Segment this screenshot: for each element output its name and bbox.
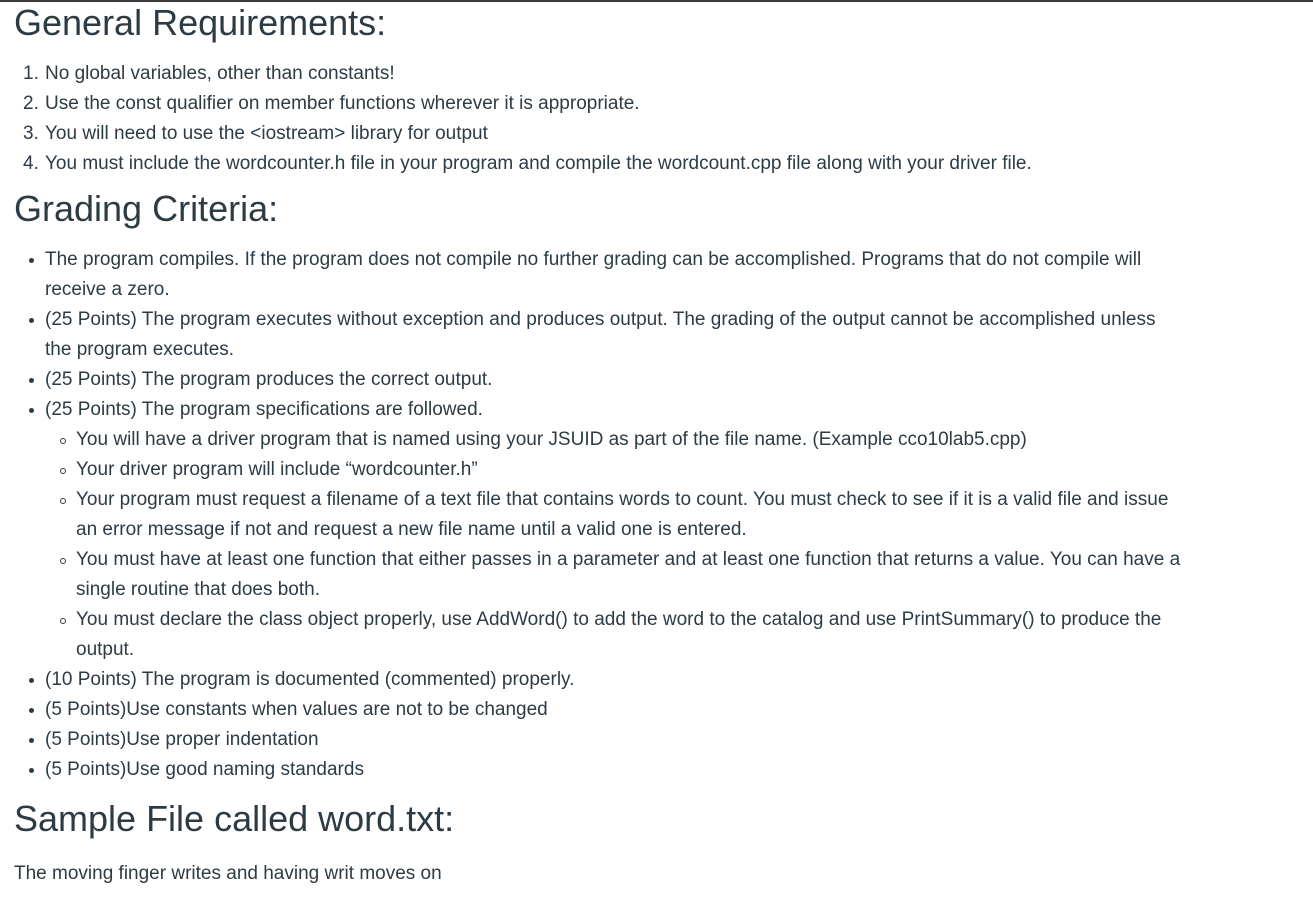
circle-bullet-icon xyxy=(60,558,66,564)
list-item xyxy=(14,665,1175,695)
circle-bullet-icon xyxy=(60,468,66,474)
sub-list-item xyxy=(45,455,1186,485)
list-item xyxy=(14,119,1304,149)
bullet-icon xyxy=(29,768,34,773)
list-item xyxy=(14,59,1304,89)
list-number: 4. xyxy=(23,153,39,174)
list-item xyxy=(14,725,1175,755)
circle-bullet-icon xyxy=(60,438,66,444)
list-item xyxy=(14,89,1304,119)
sub-list-item xyxy=(45,485,1186,545)
list-item-text: You must include the wordcounter.h file in your program and compile the wordcount.cpp file along with your driver file. xyxy=(45,153,1032,174)
list-number: 2. xyxy=(23,93,39,114)
list-item-text: No global variables, other than constants! xyxy=(45,63,395,84)
list-item-text: (25 Points) The program executes without exception and produces output. The grading of the output cannot be accomplished unless the program executes. xyxy=(45,309,1156,360)
circle-bullet-icon xyxy=(60,618,66,624)
list-item-text: (5 Points)Use constants when values are not to be changed xyxy=(45,699,548,720)
sub-list-item xyxy=(45,605,1186,665)
list-item xyxy=(14,149,1304,179)
general-requirements-list xyxy=(14,59,1304,179)
list-item xyxy=(14,245,1175,305)
list-item-text: (10 Points) The program is documented (commented) properly. xyxy=(45,669,575,690)
list-number: 1. xyxy=(23,63,39,84)
sample-file-heading: Sample File called word.txt: xyxy=(14,798,455,839)
list-item xyxy=(14,305,1175,365)
specifications-sublist xyxy=(45,425,1181,665)
list-number: 3. xyxy=(23,123,39,144)
sub-list-item xyxy=(45,425,1186,455)
sub-list-item-text: You will have a driver program that is named using your JSUID as part of the file name. (Example cco10lab5.cpp) xyxy=(76,429,1027,450)
bullet-icon xyxy=(29,258,34,263)
sub-list-item-text: Your driver program will include “wordcounter.h” xyxy=(76,459,478,480)
list-item-text: (5 Points)Use proper indentation xyxy=(45,729,319,750)
list-item-text: Use the const qualifier on member functions wherever it is appropriate. xyxy=(45,93,640,114)
grading-criteria-heading: Grading Criteria: xyxy=(14,188,279,229)
document-content xyxy=(14,3,1304,908)
general-requirements-heading: General Requirements: xyxy=(14,2,387,43)
bullet-icon xyxy=(29,318,34,323)
sub-list-item-text: Your program must request a filename of a text file that contains words to count. You must check to see if it is a valid file and issue an error message if not and request a new file name until a valid one is entered. xyxy=(76,489,1169,540)
list-item xyxy=(14,695,1175,725)
sample-file-text: The moving finger writes and having writ moves on xyxy=(14,863,442,884)
sub-list-item xyxy=(45,545,1186,605)
list-item-text: (25 Points) The program specifications are followed. xyxy=(45,399,483,420)
circle-bullet-icon xyxy=(60,498,66,504)
list-item-text: (5 Points)Use good naming standards xyxy=(45,759,364,780)
bullet-icon xyxy=(29,708,34,713)
bullet-icon xyxy=(29,408,34,413)
list-item xyxy=(14,395,1181,665)
list-item xyxy=(14,365,1175,395)
grading-criteria-list xyxy=(14,245,1304,785)
bullet-icon xyxy=(29,678,34,683)
list-item-text: (25 Points) The program produces the correct output. xyxy=(45,369,493,390)
bullet-icon xyxy=(29,738,34,743)
list-item xyxy=(14,755,1175,785)
list-item-text: The program compiles. If the program does not compile no further grading can be accomplished. Programs that do not compile will receive a zero. xyxy=(45,249,1142,300)
sub-list-item-text: You must declare the class object properly, use AddWord() to add the word to the catalog and use PrintSummary() to produce the output. xyxy=(76,609,1162,660)
list-item-text: You will need to use the <iostream> library for output xyxy=(45,123,488,144)
bullet-icon xyxy=(29,378,34,383)
sub-list-item-text: You must have at least one function that either passes in a parameter and at least one function that returns a value. You can have a single routine that does both. xyxy=(76,549,1181,600)
